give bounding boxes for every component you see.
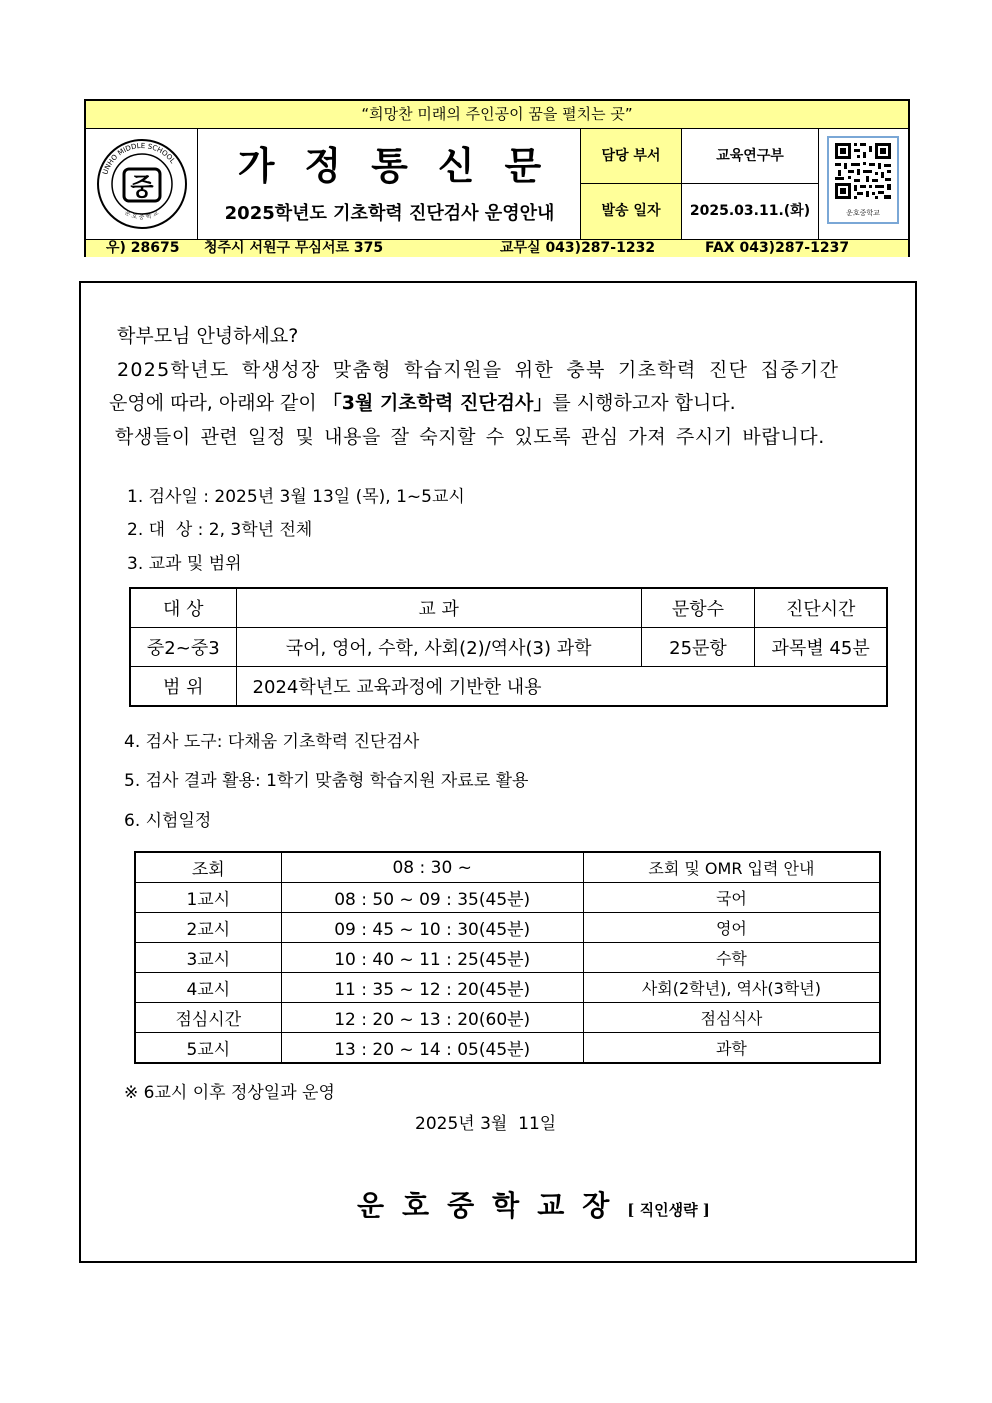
table-header: 문항수 <box>641 588 755 628</box>
table-row <box>135 943 880 973</box>
title-cell <box>198 129 581 239</box>
table-cell: 11 : 35 ~ 12 : 20(45분) <box>281 973 583 1003</box>
table-cell: 10 : 40 ~ 11 : 25(45분) <box>281 943 583 973</box>
item-1: 1. 검사일 : 2025년 3월 13일 (목), 1~5교시 <box>127 487 465 507</box>
table-row <box>135 973 880 1003</box>
seal-omitted-note: [ 직인생략 ] <box>627 1201 710 1219</box>
dept-value: 교육연구부 <box>682 129 819 184</box>
table-cell: 25문항 <box>641 628 755 667</box>
issue-date: 2025년 3월 11일 <box>415 1114 557 1134</box>
table-cell: 영어 <box>583 913 880 943</box>
date-value: 2025.03.11.(화) <box>682 184 819 239</box>
table-cell: 국어, 영어, 수학, 사회(2)/역사(3) 과학 <box>236 628 641 667</box>
table-cell: 수학 <box>583 943 880 973</box>
table-cell: 중2~중3 <box>130 628 236 667</box>
table-row <box>130 667 887 707</box>
table-row <box>135 913 880 943</box>
schedule-note: ※ 6교시 이후 정상일과 운영 <box>124 1083 335 1103</box>
principal-title: 운호중학교장 <box>357 1189 628 1222</box>
page-title: 가정통신문 <box>237 143 572 188</box>
address-bar <box>86 239 908 257</box>
table-row <box>135 883 880 913</box>
school-logo-cell <box>86 129 198 239</box>
qr-code-icon[interactable] <box>819 129 908 239</box>
item-4: 4. 검사 도구: 다채움 기초학력 진단검사 <box>124 732 420 752</box>
greeting: 학부모님 안녕하세요? <box>117 325 299 347</box>
para-text: 를 시행하고자 합니다. <box>552 392 736 414</box>
table-cell: 3교시 <box>135 943 281 973</box>
table-cell: 점심시간 <box>135 1003 281 1033</box>
table-row <box>135 852 880 883</box>
table-cell: 08 : 30 ~ <box>281 852 583 883</box>
table-cell: 조회 <box>135 852 281 883</box>
exam-name-emphasis: 「3월 기초학력 진단검사」 <box>322 392 553 414</box>
office-phone: 교무실 043)287-1232 <box>500 240 656 256</box>
para-text: 운영에 따라, 아래와 같이 <box>109 392 323 414</box>
postal-code: 우) 28675 <box>106 240 180 256</box>
table-cell: 2교시 <box>135 913 281 943</box>
scope-table <box>129 587 888 707</box>
table-cell: 범 위 <box>130 667 236 707</box>
table-cell: 13 : 20 ~ 14 : 05(45분) <box>281 1033 583 1064</box>
school-logo <box>86 129 198 239</box>
page-subtitle: 2025학년도 기초학력 진단검사 운영안내 <box>224 203 555 224</box>
logo-ring-text: UNHO MIDDLE SCHOOL <box>101 141 177 176</box>
table-row <box>135 1033 880 1064</box>
logo-glyph: 중 <box>130 173 154 201</box>
table-row <box>135 1003 880 1033</box>
table-cell: 2024학년도 교육과정에 기반한 내용 <box>236 667 887 707</box>
table-cell: 5교시 <box>135 1033 281 1064</box>
table-cell: 과학 <box>583 1033 880 1064</box>
item-2: 2. 대 상 : 2, 3학년 전체 <box>127 520 313 540</box>
table-cell: 국어 <box>583 883 880 913</box>
fax-number: FAX 043)287-1237 <box>705 240 850 256</box>
signature <box>357 1184 710 1224</box>
table-cell: 1교시 <box>135 883 281 913</box>
table-cell: 4교시 <box>135 973 281 1003</box>
item-6: 6. 시험일정 <box>124 811 212 831</box>
table-cell: 12 : 20 ~ 13 : 20(60분) <box>281 1003 583 1033</box>
letter-body <box>79 281 917 1263</box>
item-5: 5. 검사 결과 활용: 1학기 맞춤형 학습지원 자료로 활용 <box>124 771 529 791</box>
table-header: 교 과 <box>236 588 641 628</box>
table-cell: 과목별 45분 <box>755 628 887 667</box>
school-slogan: “희망찬 미래의 주인공이 꿈을 펼치는 곳” <box>86 101 908 129</box>
paragraph-1-line-1: 2025학년도 학생성장 맞춤형 학습지원을 위한 충북 기초학력 진단 집중기간 <box>117 359 840 381</box>
table-cell: 조회 및 OMR 입력 안내 <box>583 852 880 883</box>
header-middle <box>86 129 908 239</box>
schedule-table <box>134 851 881 1064</box>
date-label: 발송 일자 <box>581 184 682 239</box>
qr-caption: 운호중학교 <box>846 209 880 217</box>
newsletter-header <box>84 99 910 257</box>
table-cell: 08 : 50 ~ 09 : 35(45분) <box>281 883 583 913</box>
dept-label: 담당 부서 <box>581 129 682 184</box>
street-address: 청주시 서원구 무심서로 375 <box>204 240 384 256</box>
paragraph-2: 학생들이 관련 일정 및 내용을 잘 숙지할 수 있도록 관심 가져 주시기 바랍니다. <box>115 426 825 448</box>
qr-cell <box>819 129 908 239</box>
table-cell: 사회(2학년), 역사(3학년) <box>583 973 880 1003</box>
table-cell: 점심식사 <box>583 1003 880 1033</box>
table-row <box>130 628 887 667</box>
table-header-row <box>130 588 887 628</box>
table-header: 대 상 <box>130 588 236 628</box>
item-3: 3. 교과 및 범위 <box>127 554 242 574</box>
header-divider <box>581 183 819 184</box>
table-cell: 09 : 45 ~ 10 : 30(45분) <box>281 913 583 943</box>
paragraph-1-line-2 <box>109 388 736 415</box>
logo-bottom-text: 운 호 중 학 교 <box>123 209 160 222</box>
table-header: 진단시간 <box>755 588 887 628</box>
svg-text:운 호 중 학 교 <box>123 209 160 221</box>
